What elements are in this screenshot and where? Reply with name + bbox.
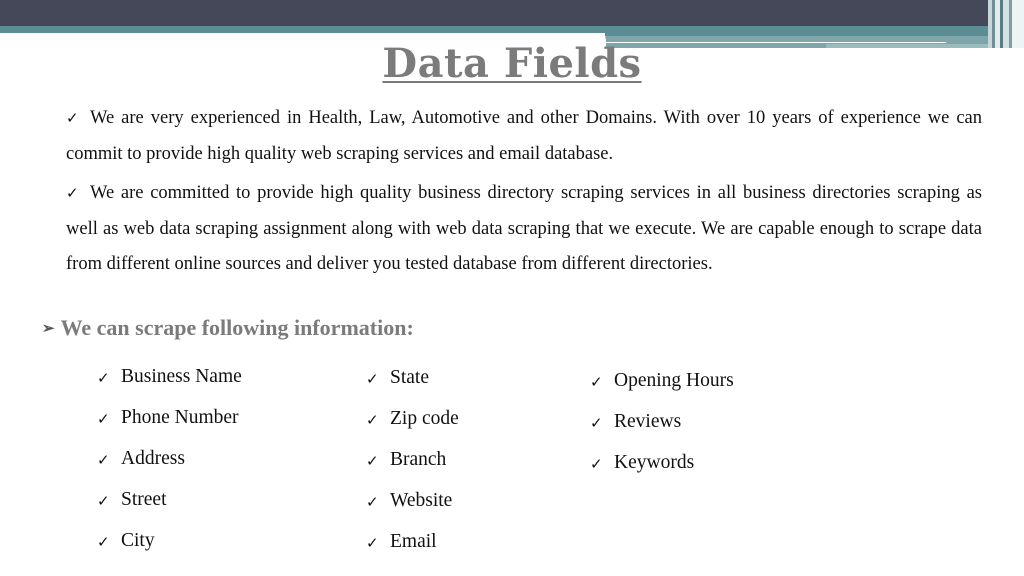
list-item <box>97 448 242 489</box>
check-icon: ✓ <box>97 453 110 469</box>
field-label: State <box>390 367 429 388</box>
subheading-text: We can scrape following information: <box>60 315 414 340</box>
field-label: Address <box>121 448 185 469</box>
field-label: Reviews <box>614 411 682 432</box>
field-label: Branch <box>390 449 447 470</box>
field-label: Phone Number <box>121 407 239 428</box>
check-icon: ✓ <box>366 372 379 388</box>
check-icon: ✓ <box>590 457 603 473</box>
field-label: Business Name <box>121 366 242 387</box>
field-list-column-1 <box>97 366 242 571</box>
arrow-bullet-icon: ➢ <box>42 321 55 337</box>
check-icon: ✓ <box>97 412 110 428</box>
check-icon: ✓ <box>366 536 379 552</box>
paragraph-text: We are committed to provide high quality business directory scraping services in all business directories scraping as well as web data scraping assignment along with web data scraping that we execute. We are capable enough to scrape data from different online sources and deliver you tested database from different directories. <box>66 183 982 274</box>
paragraph-experience <box>66 101 982 172</box>
field-label: Keywords <box>614 452 695 473</box>
field-label: Zip code <box>390 408 459 429</box>
field-label: Website <box>390 490 453 511</box>
list-item <box>366 531 459 572</box>
paragraph-commitment <box>66 176 982 282</box>
subheading <box>42 315 414 341</box>
field-label: Email <box>390 531 437 552</box>
field-list-column-2 <box>366 367 459 572</box>
check-icon: ✓ <box>366 454 379 470</box>
list-item <box>590 411 734 452</box>
field-label: Opening Hours <box>614 370 734 391</box>
list-item <box>590 370 734 411</box>
check-icon: ✓ <box>66 186 79 202</box>
list-item <box>590 452 734 493</box>
list-item <box>97 407 242 448</box>
list-item <box>366 490 459 531</box>
list-item <box>366 408 459 449</box>
slide-title: Data Fields <box>382 40 642 87</box>
check-icon: ✓ <box>97 535 110 551</box>
check-icon: ✓ <box>66 111 79 127</box>
check-icon: ✓ <box>97 371 110 387</box>
list-item <box>366 449 459 490</box>
paragraph-text: We are very experienced in Health, Law, Automotive and other Domains. With over 10 years of experience we can commit to provide high quality web scraping services and email database. <box>66 108 982 164</box>
check-icon: ✓ <box>590 416 603 432</box>
list-item <box>97 530 242 571</box>
check-icon: ✓ <box>590 375 603 391</box>
check-icon: ✓ <box>366 495 379 511</box>
field-label: Street <box>121 489 167 510</box>
check-icon: ✓ <box>366 413 379 429</box>
field-list-column-3 <box>590 370 734 493</box>
list-item <box>366 367 459 408</box>
field-label: City <box>121 530 155 551</box>
list-item <box>97 366 242 407</box>
header-dark-bar <box>0 0 1024 26</box>
check-icon: ✓ <box>97 494 110 510</box>
list-item <box>97 489 242 530</box>
